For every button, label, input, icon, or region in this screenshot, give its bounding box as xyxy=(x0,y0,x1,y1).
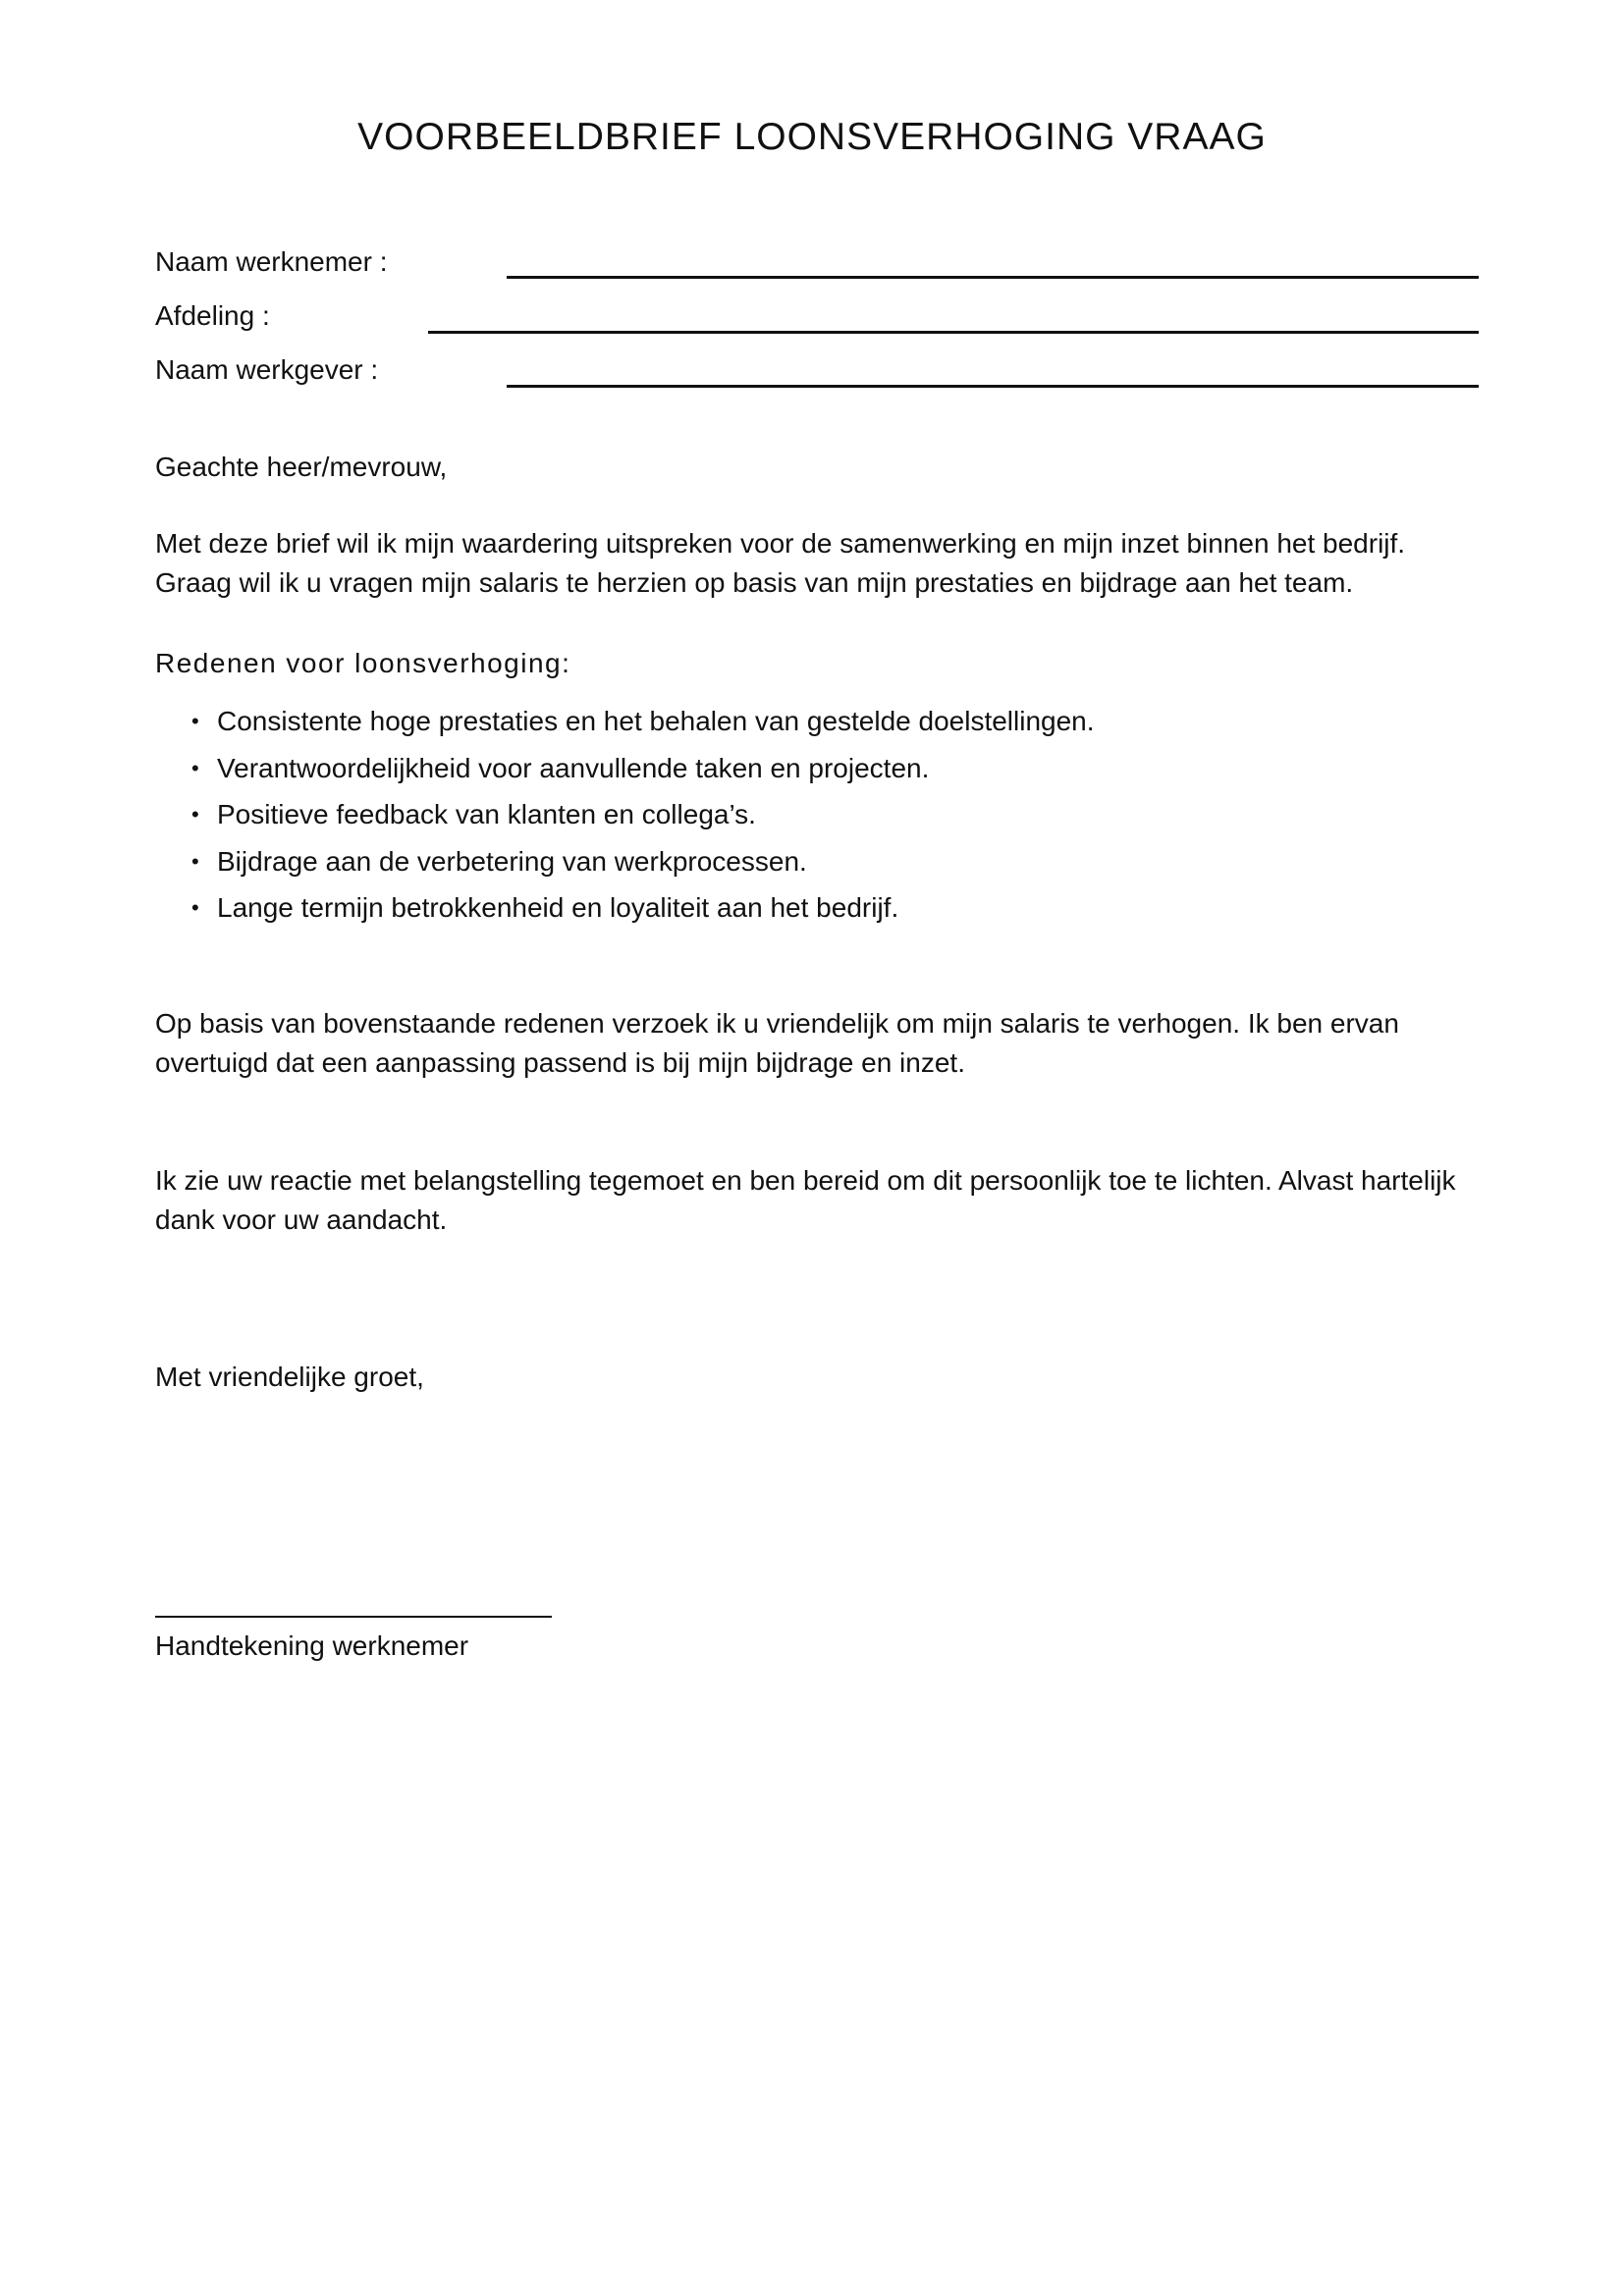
document-title: VOORBEELDBRIEF LOONSVERHOGING VRAAG xyxy=(357,116,1267,158)
list-item xyxy=(191,845,1095,892)
reason-text: Bijdrage aan de verbetering van werkprocessen. xyxy=(217,845,807,877)
reason-text: Lange termijn betrokkenheid en loyaliteit aan het bedrijf. xyxy=(217,892,899,923)
bullet-icon: • xyxy=(191,802,199,827)
list-item xyxy=(191,752,1095,799)
department-label: Afdeling : xyxy=(155,300,270,331)
employer-name-label: Naam werkgever : xyxy=(155,354,379,385)
list-item xyxy=(191,798,1095,845)
request-paragraph: Op basis van bovenstaande redenen verzoek ik u vriendelijk om mijn salaris te verhogen. Ik ben ervan overtuigd dat een aanpassing passend is bij mijn bijdrage en inzet. xyxy=(155,1008,1399,1078)
intro-paragraph: Met deze brief wil ik mijn waardering uitspreken voor de samenwerking en mijn inzet binnen het bedrijf. Graag wil ik u vragen mijn salaris te herzien op basis van mijn prestaties en bijdrage aan het team. xyxy=(155,528,1406,598)
reasons-heading: Redenen voor loonsverhoging: xyxy=(155,648,571,678)
closing-paragraph: Ik zie uw reactie met belangstelling tegemoet en ben bereid om dit persoonlijk toe te lichten. Alvast hartelijk dank voor uw aandacht. xyxy=(155,1165,1456,1235)
list-item xyxy=(191,891,1095,938)
signature-label: Handtekening werknemer xyxy=(155,1630,469,1661)
employee-name-line xyxy=(507,276,1479,279)
department-line xyxy=(428,331,1479,334)
list-item xyxy=(191,705,1095,752)
employee-name-label: Naam werknemer : xyxy=(155,246,388,277)
reasons-list xyxy=(191,705,1095,938)
bullet-icon: • xyxy=(191,755,199,780)
salutation: Geachte heer/mevrouw, xyxy=(155,452,448,482)
signature-line xyxy=(155,1616,552,1618)
bullet-icon: • xyxy=(191,848,199,874)
bullet-icon: • xyxy=(191,709,199,733)
employer-name-line xyxy=(507,385,1479,388)
bullet-icon: • xyxy=(191,895,199,920)
closing-greeting: Met vriendelijke groet, xyxy=(155,1362,424,1392)
reason-text: Verantwoordelijkheid voor aanvullende taken en projecten. xyxy=(217,752,930,783)
reason-text: Positieve feedback van klanten en collega’s. xyxy=(217,799,756,829)
reason-text: Consistente hoge prestaties en het behalen van gestelde doelstellingen. xyxy=(217,706,1095,736)
